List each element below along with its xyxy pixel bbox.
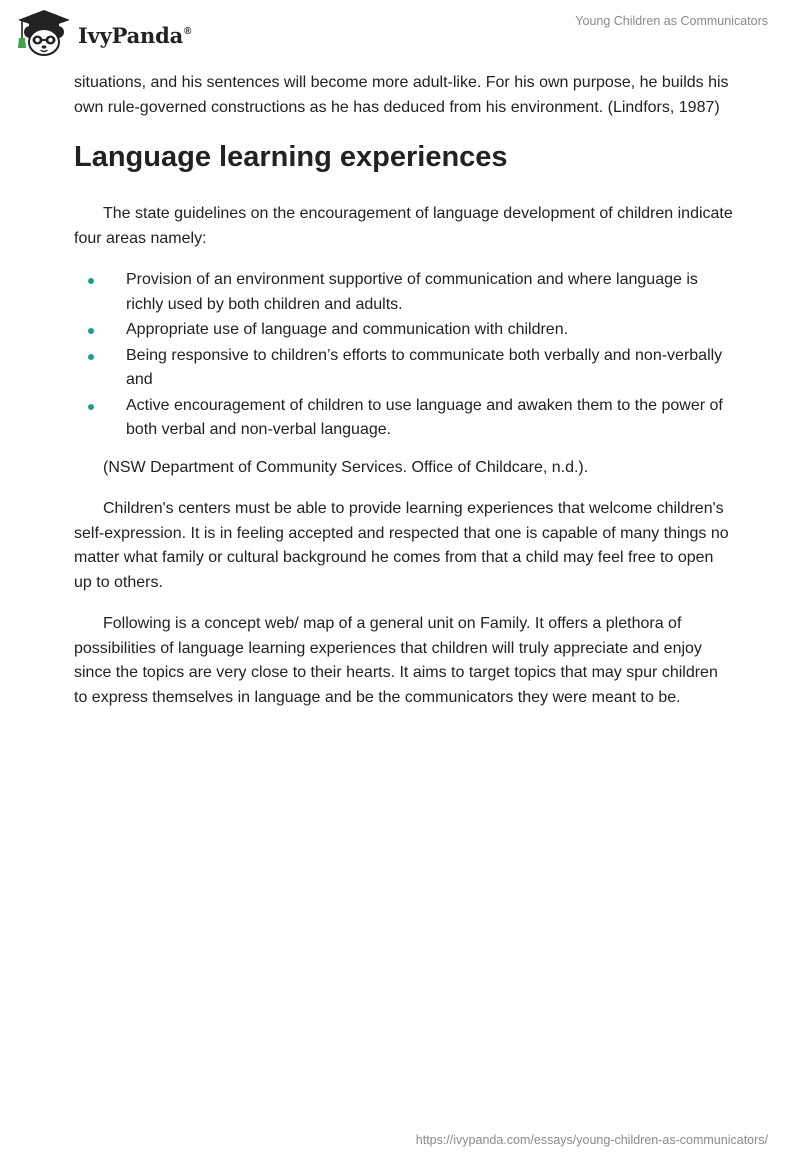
citation: (NSW Department of Community Services. Office of Childcare, n.d.). (103, 458, 589, 476)
source-url[interactable]: https://ivypanda.com/essays/young-children-as-communicators/ (415, 1133, 768, 1147)
paragraph-guidelines: The state guidelines on the encouragement of language development of children indicate four areas namely: (74, 205, 733, 247)
running-title: Young Children as Communicators (575, 14, 768, 28)
section-heading: Language learning experiences (74, 141, 508, 173)
paragraph-concept-web: Following is a concept web/ map of a general unit on Family. It offers a plethora of possibilities of language learning experiences that children will truly appreciate and enjoy since the topics are very close to their hearts. It aims to target topics that may spur children to express themselves in language and be the communicators they were meant to be. (74, 615, 718, 706)
list-item-text: Being responsive to children’s efforts to communicate both verbally and non-verbally and (126, 346, 723, 388)
guidelines-list (74, 268, 734, 443)
list-item (74, 394, 734, 443)
bullet-dot-icon (88, 354, 94, 360)
intro-paragraph: situations, and his sentences will become more adult-like. For his own purpose, he builds his own rule-governed constructions as he has deduced from his environment. (Lindfors, 1987) (74, 74, 729, 116)
page-header (0, 0, 800, 68)
list-item-text: Provision of an environment supportive of communication and where language is richly used by both children and adults. (126, 271, 698, 313)
bullet-dot-icon (88, 404, 94, 410)
bullet-dot-icon (88, 278, 94, 284)
list-item (74, 344, 734, 393)
registered-mark: ® (184, 25, 192, 37)
brand-name: IvyPanda® (78, 22, 192, 48)
list-item (74, 268, 734, 317)
ivypanda-logo[interactable] (14, 8, 191, 60)
list-item-text: Appropriate use of language and communication with children. (126, 321, 569, 338)
list-item-text: Active encouragement of children to use language and awaken them to the power of both verbal and non-verbal language. (126, 396, 723, 438)
list-item (74, 318, 734, 343)
paragraph-centers: Children's centers must be able to provide learning experiences that welcome children's self-expression. It is in feeling accepted and respected that one is capable of many things no matter what family or cultural background he comes from that a child may feel free to open up to others. (74, 500, 729, 591)
bullet-dot-icon (88, 328, 94, 334)
panda-graduate-logo-icon (14, 8, 74, 60)
article-body (74, 71, 734, 727)
